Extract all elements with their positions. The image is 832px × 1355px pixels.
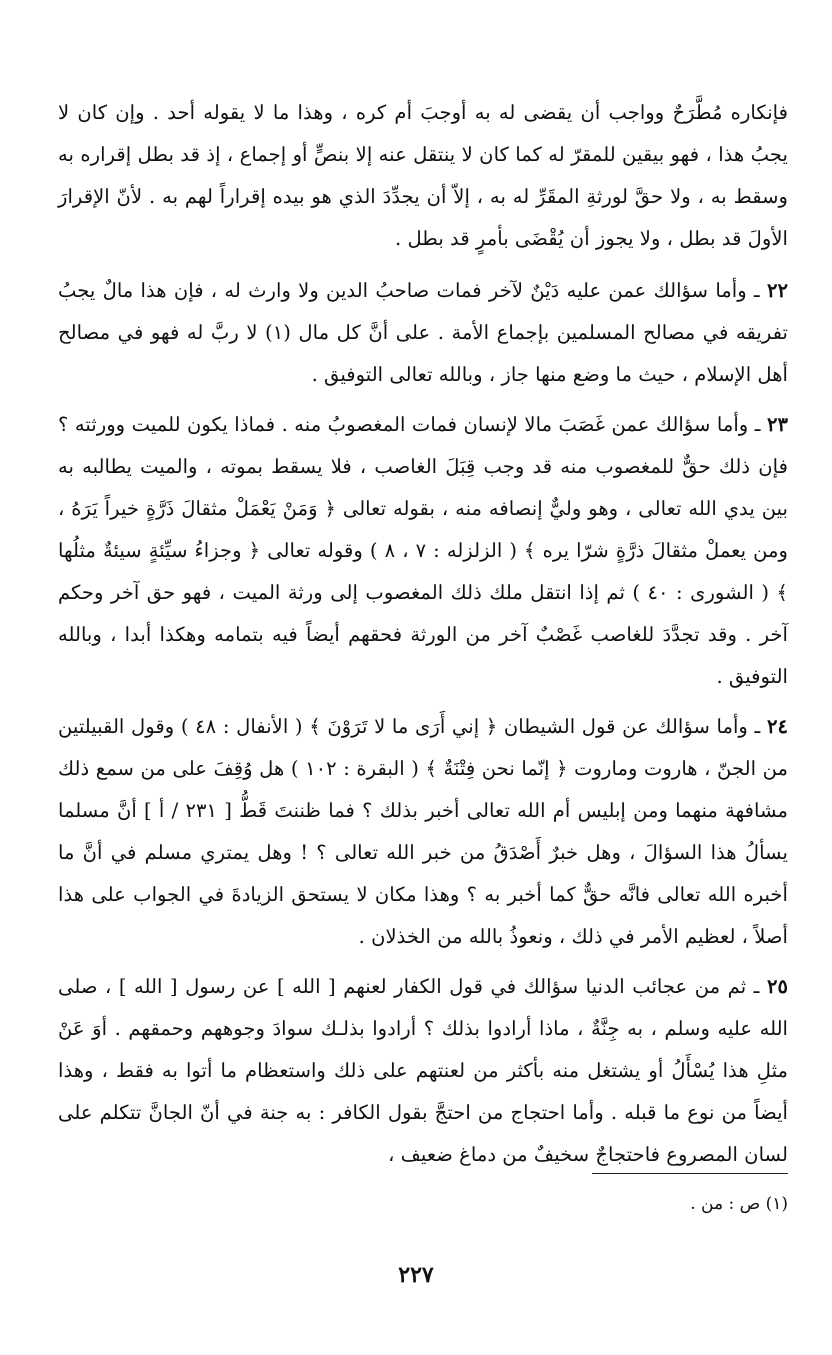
paragraph-22-number: ٢٢	[766, 279, 788, 302]
paragraph-1	[58, 92, 788, 260]
paragraph-1-text: فإنكاره مُطَّرَحٌ وواجب أن يقضى له به أوجبَ أم كره ، وهذا ما لا يقوله أحد . وإن كان لا يجبُ هذا ، فهو بيقين للمقرّ له كما كان لا ينتقل عنه إلا بنصٍّ أو إجماع ، إذ قد بطل إقراره به وسقط به ، ولا حقَّ لورثةِ المقَرِّ له به ، إلاّ أن يجدِّدَ الذي هو بيده إقراراً لهم به . لأنّ الإقرارَ الأولَ قد بطل ، ولا يجوز أن يُقْضَى بأمرٍ قد بطل .	[58, 101, 788, 250]
paragraph-22-text: ـ وأما سؤالك عمن عليه دَيْنٌ لآخر فمات صاحبُ الدين ولا وارث له ، فإن هذا مالٌ يجبُ تفريقه في مصالح المسلمين بإجماع الأمة . على أنَّ كل مال (١) لا ربَّ له فهو في مصالح أهل الإسلام ، حيث ما وضع منها جاز ، وبالله تعالى التوفيق .	[58, 279, 788, 386]
paragraph-24-number: ٢٤	[766, 715, 788, 738]
page-body	[58, 92, 788, 1176]
footnote-divider	[592, 1173, 788, 1174]
paragraph-24-text: ـ وأما سؤالك عن قول الشيطان ﴿ إني أَرَى ما لا تَرَوْنَ ﴾ ( الأنفال : ٤٨ ) وقول القبيلتين من الجنّ ، هاروت وماروت ﴿ إنّما نحن فِتْنَةٌ ﴾ ( البقرة : ١٠٢ ) هل وُقِفَ على من سمع ذلك مشافهة منهما ومن إبليس أم الله تعالى أخبر بذلك ؟ فما ظننتَ قَطُّ [ ٢٣١ / أ ] أنَّ مسلما يسألُ هذا السؤالَ ، وهل خبرٌ أَصْدَقُ من خبر الله تعالى ؟ ! وهل يمتري مسلم في أنَّ ما أخبره الله تعالى فانَّه حقٌّ كما أخبر به ؟ وهذا مكان لا يستحق الزيادةَ في الجواب على هذا أصلاً ، لعظيم الأمر في ذلك ، ونعوذُ بالله من الخذلان .	[58, 715, 789, 948]
paragraph-23	[58, 404, 788, 698]
paragraph-24	[58, 706, 788, 958]
paragraph-25-number: ٢٥	[766, 975, 789, 998]
paragraph-22	[58, 270, 788, 396]
footnote: (١) ص : من .	[690, 1194, 788, 1214]
paragraph-25-text: ـ ثم من عجائب الدنيا سؤالك في قول الكفار لعنهم [ الله ] عن رسول [ الله ] ، صلى الله عليه وسلم ، به جِنَّةٌ ، ماذا أرادوا بذلك ؟ أرادوا بذلـك سوادَ وجوههم وحمقهم . أوَ عَنْ مثلِ هذا يُسْأَلُ أو يشتغل منه بأكثر من لعنتهم على ذلك واستعظام ما أتوا به فقط ، وهذا أيضاً من نوع ما قبله . وأما احتجاج من احتجَّ بقول الكافر : به جنة في أنّ الجانَّ تتكلم على لسان المصروع فاحتجاجٌ سخيفٌ من دماغ ضعيف ،	[58, 975, 788, 1166]
paragraph-23-text: ـ وأما سؤالك عمن غَصَبَ مالا لإنسان فمات المغصوبُ منه . فماذا يكون للميت وورثته ؟ فإن ذلك حقٌّ للمغصوب منه قد وجب قِبَلَ الغاصب ، فلا يسقط بموته ، والميت يطالبه به بين يدي الله تعالى ، وهو وليٌّ إنصافه منه ، بقوله تعالى ﴿ وَمَنْ يَعْمَلْ مثقالَ ذَرَّةٍ خيراً يَرَهُ ، ومن يعملْ مثقالَ ذرَّةٍ شرّا يره ﴾ ( الزلزله : ٧ ، ٨ ) وقوله تعالى ﴿ وجزاءُ سيِّئةٍ سيئةٌ مثلُها ﴾ ( الشورى : ٤٠ ) ثم إذا انتقل ملك ذلك المغصوب إلى ورثة الميت ، فهو حق آخر وحكم آخر . وقد تجدَّدَ للغاصب غَصْبٌ آخر من الورثة فحقهم أيضاً فيه بتمامه وهكذا أبدا ، وبالله التوفيق .	[58, 413, 788, 688]
page-number: ٢٢٧	[398, 1262, 434, 1288]
paragraph-25	[58, 966, 788, 1176]
paragraph-23-number: ٢٣	[766, 413, 788, 436]
